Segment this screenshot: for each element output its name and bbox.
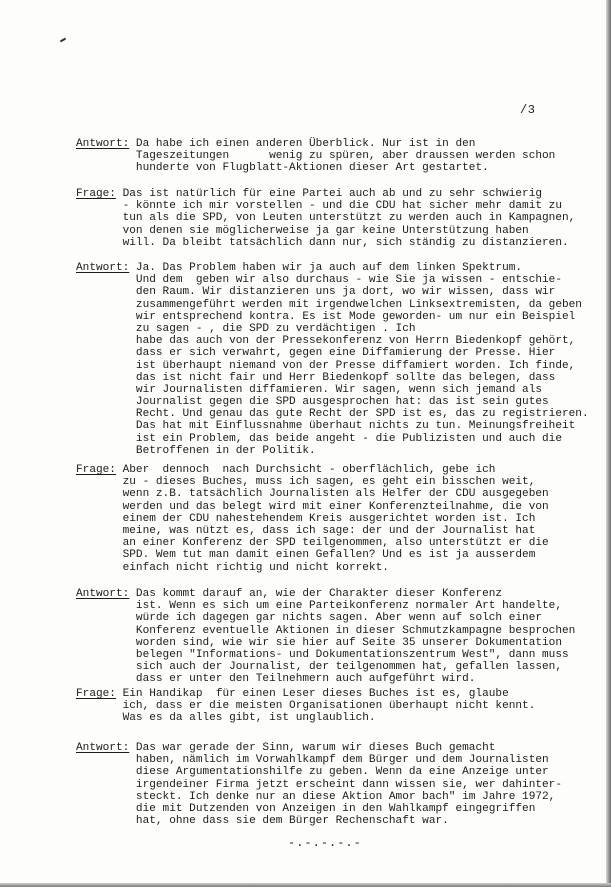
transcript-line <box>76 347 589 359</box>
line-text: würde ich dagegen gar nichts sagen. Aber wenn auf solch einer <box>76 612 543 625</box>
line-text: Betroffenen in der Politik. <box>76 444 316 457</box>
line-text: Und dem geben wir also durchaus - wie Sie ja wissen - entschie- <box>76 274 562 287</box>
transcript-line <box>76 150 555 162</box>
transcript-line <box>76 700 535 712</box>
scan-edge-bottom <box>0 883 611 887</box>
transcript-line <box>76 501 549 513</box>
speaker-label: Frage: <box>76 688 116 700</box>
line-text: einem der CDU nahestehendem Kreis ausgerichtet worden ist. Ich <box>76 512 536 525</box>
line-text: werden und das belegt wird mit einer Konferenzteilnahme, die von <box>76 500 549 513</box>
transcript-line <box>76 286 589 298</box>
transcript-line <box>76 464 549 476</box>
transcript-line <box>76 396 589 408</box>
transcript-line <box>76 754 562 766</box>
transcript-line <box>76 445 589 457</box>
line-text: Aber dennoch nach Durchsicht - oberflächlich, gebe ich <box>115 464 496 476</box>
line-text: Da habe ich einen anderen Überblick. Nur ist in den <box>129 138 476 150</box>
speaker-label: Antwort: <box>76 138 130 150</box>
transcript-line <box>76 360 589 372</box>
line-text: zu sagen - , die SPD zu verdächtigen . Ich <box>76 322 416 335</box>
transcript-line <box>76 525 549 537</box>
line-text: das ist nicht fair und Herr Biedenkopf sollte das belegen, dass <box>76 371 556 384</box>
transcript-line <box>76 188 575 200</box>
speaker-label: Frage: <box>76 188 116 200</box>
transcript-line <box>76 299 589 311</box>
line-text: hunderte von Flugblatt-Aktionen dieser Art gestartet. <box>76 162 489 175</box>
line-text: belegen "Informations- und Dokumentationszentrum West", dann muss <box>76 648 569 661</box>
transcript-line <box>76 225 575 237</box>
transcript-line <box>76 311 589 323</box>
line-text: diese Argumentationshilfe zu geben. Wenn da eine Anzeige unter <box>76 766 549 779</box>
transcript-line <box>76 742 562 754</box>
transcript-line <box>76 488 549 500</box>
line-text: von denen sie möglicherweise ja gar keine Unterstützung haben <box>76 224 529 237</box>
transcript-line <box>76 323 589 335</box>
transcript-line <box>76 335 589 347</box>
line-text: - könnte ich mir vorstellen - und die CDU hat sicher mehr damit zu <box>76 200 562 213</box>
speaker-label: Antwort: <box>76 588 130 600</box>
line-text: sich auch der Journalist, der teilgenommen hat, gefallen lassen, <box>76 661 562 674</box>
line-text: zu - dieses Buches, muss ich sagen, es geht ein bisschen weit, <box>76 476 536 489</box>
scan-edge-right <box>606 0 611 887</box>
transcript-line <box>76 815 562 827</box>
transcript-line <box>76 476 549 488</box>
line-text: ich, dass er die meisten Organisationen überhaupt nicht kennt. <box>76 700 536 713</box>
line-text: Ein Handikap für einen Leser dieses Buches ist es, glaube <box>115 688 509 700</box>
line-text: zusammengeführt werden mit irgendwelchen Linksextremisten, da geben <box>76 298 582 311</box>
line-text: Ja. Das Problem haben wir ja auch auf dem linken Spektrum. <box>129 262 523 274</box>
transcript-line <box>76 791 562 803</box>
transcript-line <box>76 549 549 561</box>
ink-mark <box>60 38 66 43</box>
transcript-entry <box>76 138 555 175</box>
line-text: Journalist gegen die SPD ausgesprochen hat: das ist sein gutes <box>76 396 549 409</box>
transcript-line <box>76 661 575 673</box>
line-text: hat, ohne dass sie dem Bürger Rechenschaft war. <box>76 815 449 828</box>
transcript-line <box>76 612 575 624</box>
transcript-line <box>76 262 589 274</box>
speaker-label: Antwort: <box>76 742 130 754</box>
line-text: wir entsprechend kontra. Es ist Mode geworden- um nur ein Beispiel <box>76 310 576 323</box>
transcript-line <box>76 433 589 445</box>
line-text: Das hat mit Einflussnahme überhaut nichts zu tun. Meinungsfreiheit <box>76 420 576 433</box>
line-text: ist ein Problem, das beide angeht - die Publizisten und auch die <box>76 432 562 445</box>
transcript-line <box>76 200 575 212</box>
transcript-entry <box>76 262 589 457</box>
speaker-label: Frage: <box>76 464 116 476</box>
transcript-line <box>76 625 575 637</box>
line-text: die mit Dutzenden von Anzeigen in den Wahlkampf eingegriffen <box>76 802 536 815</box>
line-text: Tageszeitungen wenig zu spüren, aber draussen werden schon <box>76 150 556 163</box>
line-text: Was es da alles gibt, ist unglaublich. <box>76 712 376 725</box>
line-text: wir Journalisten diffamieren. Wir sagen, wenn sich jemand als <box>76 383 543 396</box>
transcript-line <box>76 408 589 420</box>
transcript-line <box>76 237 575 249</box>
transcript-line <box>76 803 562 815</box>
transcript-line <box>76 372 589 384</box>
end-mark: -.-.-.-.- <box>288 836 362 850</box>
line-text: dass er sich verwahrt, gegen eine Diffamierung der Presse. Hier <box>76 347 556 360</box>
line-text: will. Da bleibt tatsächlich dann nur, sich ständig zu distanzieren. <box>76 236 569 249</box>
line-text: einfach nicht richtig und nicht korrekt. <box>76 561 389 574</box>
transcript-entry <box>76 588 575 686</box>
line-text: tun als die SPD, von Leuten unterstützt zu werden auch in Kampagnen, <box>76 212 576 225</box>
transcript-line <box>76 138 555 150</box>
line-text: Das war gerade der Sinn, warum wir dieses Buch gemacht <box>129 742 496 754</box>
line-text: den Raum. Wir distanzieren uns ja dort, wo wir wissen, dass wir <box>76 286 556 299</box>
line-text: meine, was nützt es, dass ich sage: der und der Journalist hat <box>76 524 536 537</box>
transcript-line <box>76 766 562 778</box>
transcript-line <box>76 712 535 724</box>
transcript-line <box>76 274 589 286</box>
line-text: Das kommt darauf an, wie der Charakter dieser Konferenz <box>129 588 503 600</box>
transcript-line <box>76 420 589 432</box>
page-number: /3 <box>520 103 536 117</box>
line-text: wenn z.B. tatsächlich Journalisten als Helfer der CDU ausgegeben <box>76 488 549 501</box>
transcript-line <box>76 562 549 574</box>
line-text: haben, nämlich im Vorwahlkampf dem Bürger und dem Journalisten <box>76 754 549 767</box>
line-text: dass er unter den Teilnehmern auch aufgeführt wird. <box>76 673 476 686</box>
transcript-entry <box>76 688 535 725</box>
line-text: irgendeiner Firma jetzt erscheint dann wissen sie, wer dahinter- <box>76 778 562 791</box>
line-text: worden sind, wie wir sie hier auf Seite 35 unserer Dokumentation <box>76 636 562 649</box>
line-text: ist überhaupt niemand von der Presse diffamiert worden. Ich finde, <box>76 359 576 372</box>
transcript-line <box>76 637 575 649</box>
transcript-line <box>76 649 575 661</box>
transcript-line <box>76 537 549 549</box>
transcript-line <box>76 162 555 174</box>
line-text: Das ist natürlich für eine Partei auch ab und zu sehr schwierig <box>115 188 543 200</box>
speaker-label: Antwort: <box>76 262 130 274</box>
transcript-line <box>76 212 575 224</box>
transcript-entry <box>76 188 575 249</box>
transcript-entry <box>76 464 549 574</box>
line-text: ist. Wenn es sich um eine Parteikonferenz normaler Art handelte, <box>76 600 562 613</box>
line-text: habe das auch von der Pressekonferenz von Herrn Biedenkopf gehört, <box>76 335 576 348</box>
line-text: an einer Konferenz der SPD teilgenommen, also unterstützt er die <box>76 537 549 550</box>
transcript-line <box>76 384 589 396</box>
transcript-line <box>76 673 575 685</box>
transcript-line <box>76 513 549 525</box>
transcript-line <box>76 779 562 791</box>
transcript-line <box>76 588 575 600</box>
line-text: Recht. Und genau das gute Recht der SPD ist es, das zu registrieren. <box>76 408 589 421</box>
line-text: SPD. Wem tut man damit einen Gefallen? Und es ist ja ausserdem <box>76 549 536 562</box>
transcript-line <box>76 688 535 700</box>
transcript-line <box>76 600 575 612</box>
line-text: Konferenz eventuelle Aktionen in dieser Schmutzkampagne besprochen <box>76 624 576 637</box>
transcript-entry <box>76 742 562 827</box>
line-text: steckt. Ich denke nur an diese Aktion Amor bach" im Jahre 1972, <box>76 790 556 803</box>
